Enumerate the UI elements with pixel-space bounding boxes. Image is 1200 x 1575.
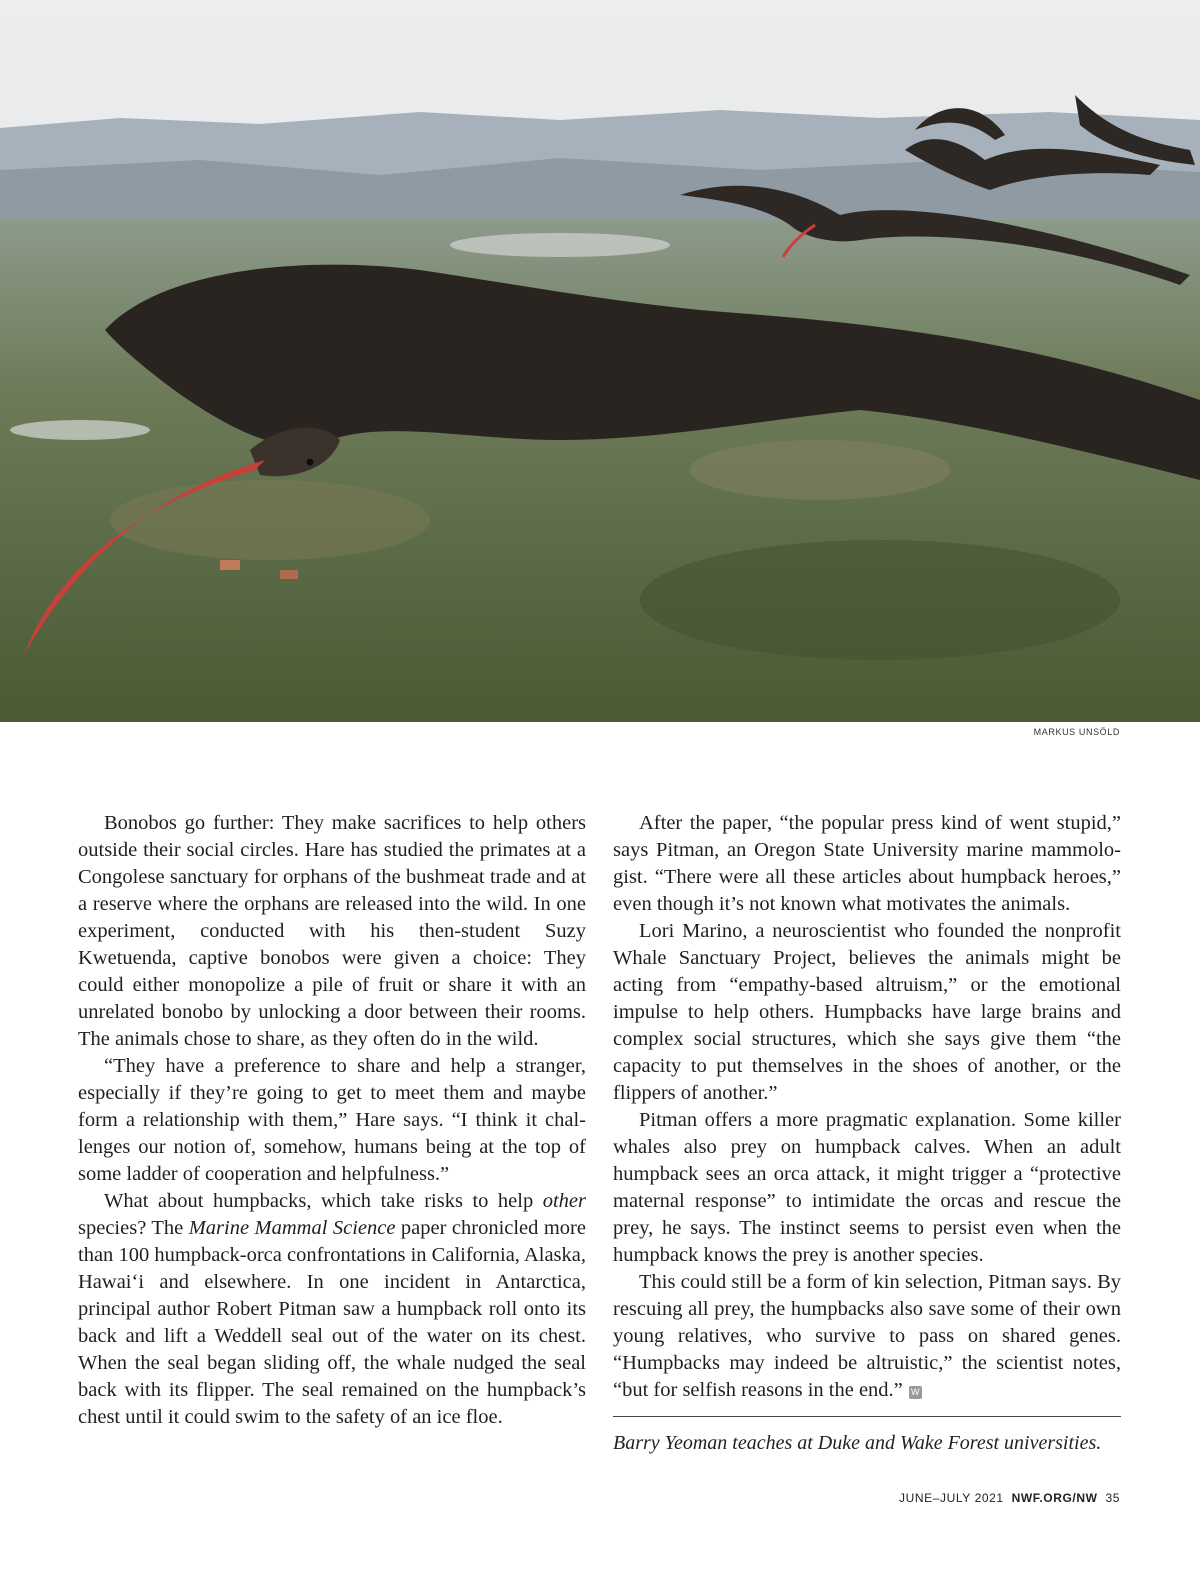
author-bio: Barry Yeoman teaches at Duke and Wake Forest universities. <box>613 1432 1102 1454</box>
article-paragraph: After the paper, “the popular press kind of went stupid,” says Pitman, an Oregon State University marine mammologist. “There were all these articles about humpback heroes,” even though it’s not known what motivates the animals. <box>613 812 1121 915</box>
hero-photo <box>0 0 1200 722</box>
article-paragraph: Bonobos go further: They make sacrifices to help others outside their social circles. Hare has studied the primates at a Congolese sanctuary for orphans of the bushmeat trade and at a reserve where the orphans are released into the wild. In one experiment, conducted with his then-student Suzy Kwetuenda, captive bonobos were given a choice: They could either monopolize a pile of fruit or share it with an unrelated bonobo by unlocking a door between their rooms. The animals chose to share, as they often do in the wild. <box>78 812 586 1050</box>
article-column-left <box>78 810 586 1431</box>
article-paragraph: Lori Marino, a neuroscientist who founded the nonprofit Whale Sanctuary Project, believes the animals might be acting from “empathy-based altruism,” or the emotional impulse to help others. Humpbacks have large brains and complex social structures, which she says give them “the capacity to put themselves in the shoes of another, or the flippers of another.” <box>613 920 1121 1104</box>
article-column-right <box>613 810 1121 1404</box>
article-paragraph: What about humpbacks, which take risks to help other species? The Marine Mammal Science paper chronicled more than 100 humpback-orca confrontations in California, Alaska, Hawai‘i and elsewhere. In one incident in Antarctica, principal author Robert Pitman saw a humpback roll onto its back and lift a Weddell seal out of the water on its chest. When the seal began sliding off, the whale nudged the seal back with its flipper. The seal remained on the humpback’s chest until it could swim to the safety of an ice floe. <box>78 1190 586 1428</box>
ibis-flock-photo <box>0 0 1200 722</box>
bio-divider <box>613 1416 1121 1417</box>
article-paragraph: Pitman offers a more pragmatic explanation. Some killer whales also prey on humpback calves. When an adult humpback sees an orca attack, it might trigger a “protective maternal response” to intimidate the orcas and rescue the prey, he says. The instinct seems to persist even when the humpback knows the prey is another species. <box>613 1109 1121 1266</box>
issue-date: JUNE–JULY 2021 <box>899 1491 1004 1505</box>
end-mark-icon: W <box>909 1386 922 1399</box>
photo-credit: MARKUS UNSÖLD <box>1033 727 1120 737</box>
article-paragraph: “They have a preference to share and help a stranger, especially if they’re going to get to meet them and maybe form a relationship with them,” Hare says. “I think it challenges our notion of, somehow, humans being at the top of some ladder of cooperation and helpfulness.” <box>78 1055 586 1185</box>
page-number: 35 <box>1105 1491 1120 1505</box>
article-paragraph: This could still be a form of kin selection, Pitman says. By rescuing all prey, the humpbacks also save some of their own young relatives, who survive to pass on shared genes. “Humpbacks may indeed be altruistic,” the scientist notes, “but for selfish reasons in the end.” W <box>613 1271 1121 1401</box>
site-url: NWF.ORG/NW <box>1011 1491 1098 1505</box>
page-footer <box>899 1491 1120 1505</box>
